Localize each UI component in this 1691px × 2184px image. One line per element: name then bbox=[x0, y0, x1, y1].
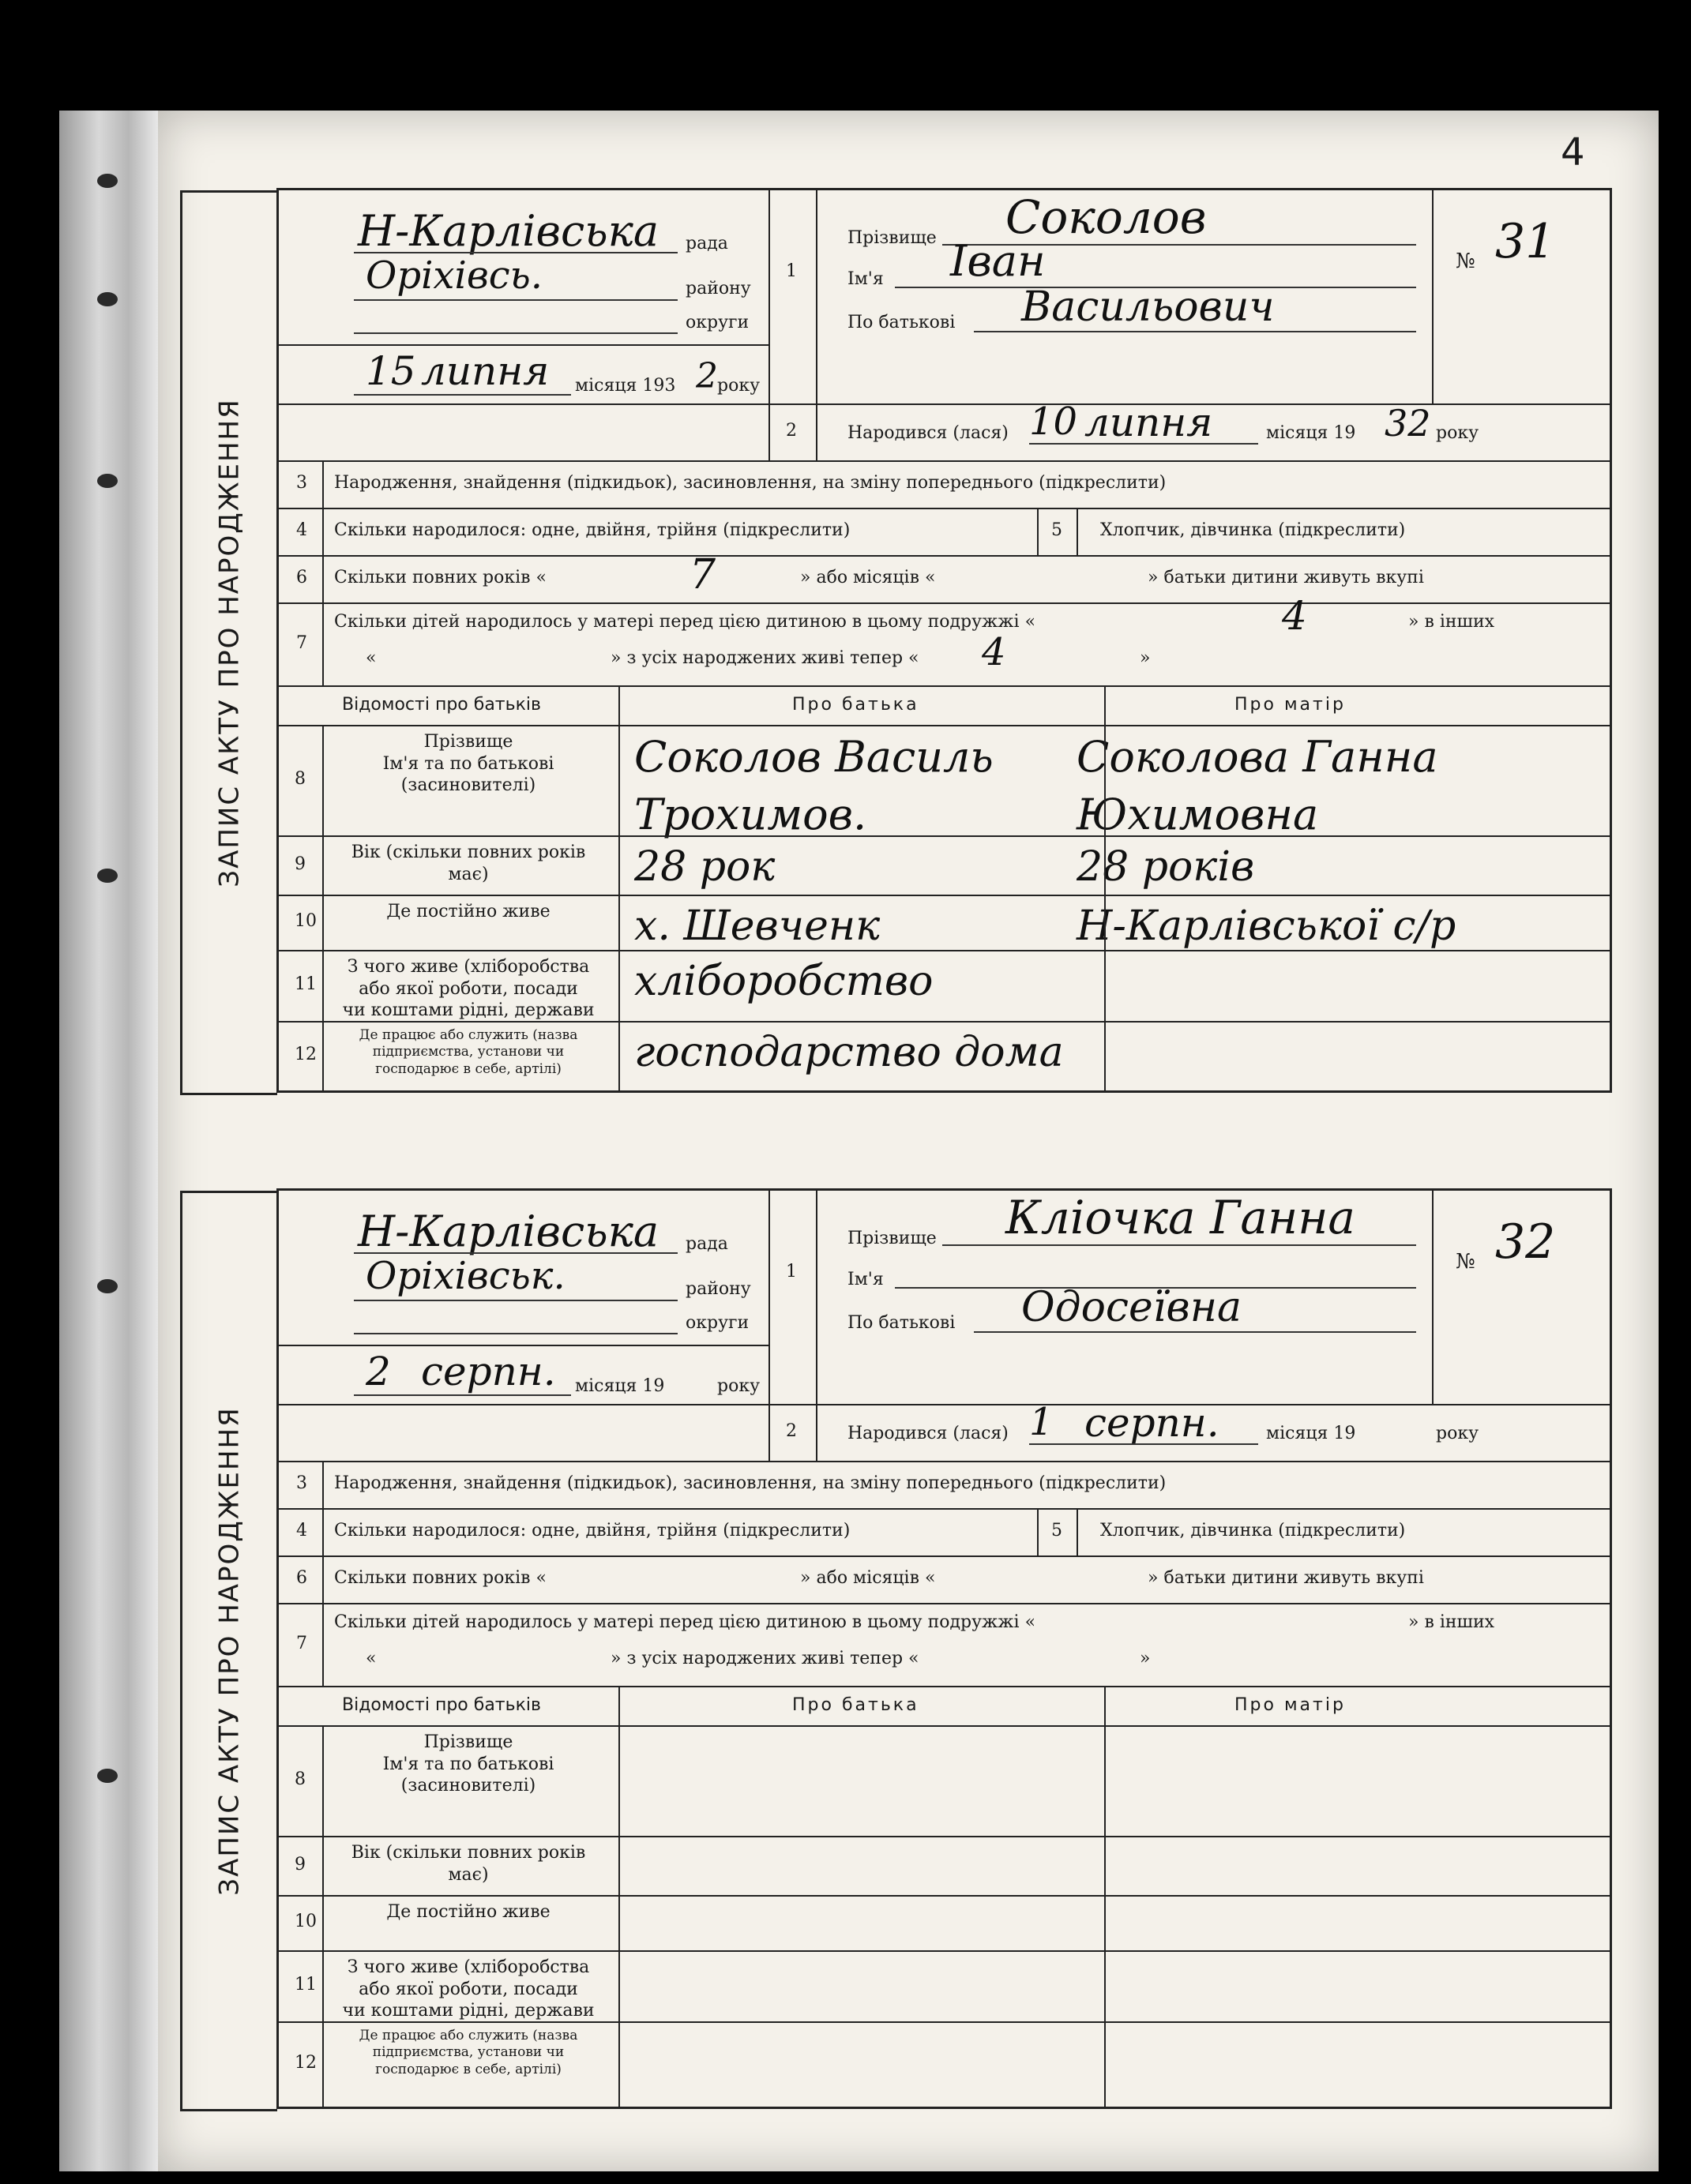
parents-row-label: Вік (скільки повних років має) bbox=[351, 842, 586, 884]
row6-text-c: » батьки дитини живуть вкупі bbox=[1148, 568, 1424, 587]
reg-date-line bbox=[354, 394, 571, 396]
patronymic-label: По батькові bbox=[847, 1313, 956, 1333]
row7-text-e: » bbox=[1140, 648, 1151, 668]
row6-value: 7 bbox=[690, 551, 716, 599]
parents-row-num: 8 bbox=[295, 1769, 306, 1789]
divider bbox=[279, 1021, 1610, 1023]
divider bbox=[279, 950, 1610, 951]
row5-text: Хлопчик, дівчинка (підкреслити) bbox=[1100, 1521, 1406, 1540]
parents-row-label: Де працює або служить (назва підприємства, установи чи господарює в себе, артілі) bbox=[359, 2028, 578, 2077]
born-month-value: серпн. bbox=[1084, 1400, 1219, 1446]
father-col-header: Про батька bbox=[792, 695, 919, 715]
record-number-label: № bbox=[1456, 250, 1475, 273]
divider bbox=[279, 555, 1610, 557]
divider bbox=[1037, 1508, 1039, 1555]
divider bbox=[618, 1686, 620, 2107]
row6-text-b: » або місяців « bbox=[800, 1568, 936, 1588]
parents-row-num: 9 bbox=[295, 1854, 306, 1874]
name-label: Ім'я bbox=[847, 269, 884, 289]
binding-hole bbox=[97, 474, 118, 488]
parents-row-num: 8 bbox=[295, 769, 306, 789]
divider bbox=[322, 602, 324, 685]
parents-row-num: 10 bbox=[295, 1912, 317, 1931]
record-number-value: 31 bbox=[1495, 214, 1556, 269]
field-2-num: 2 bbox=[786, 1421, 797, 1441]
divider bbox=[279, 460, 1610, 462]
divider bbox=[279, 1345, 768, 1346]
divider bbox=[279, 2021, 1610, 2023]
divider bbox=[279, 1686, 1610, 1687]
divider bbox=[279, 1836, 1610, 1837]
mother-col-header: Про матір bbox=[1234, 695, 1346, 715]
birth-record-2 bbox=[214, 1188, 1612, 2109]
divider bbox=[279, 1725, 1610, 1727]
row7-text-d: » з усіх народжених живі тепер « bbox=[611, 1649, 919, 1668]
row7-text-c: « bbox=[366, 1649, 377, 1668]
parents-row-label: Вік (скільки повних років має) bbox=[351, 1843, 586, 1885]
divider bbox=[1104, 1686, 1106, 2107]
rada-label: рада bbox=[686, 1234, 728, 1254]
divider bbox=[279, 1461, 1610, 1462]
reg-day-value: 2 bbox=[366, 1349, 391, 1394]
reg-month-value: липня bbox=[421, 348, 550, 394]
parents-row-label: Прізвище Ім'я та по батькові (засиновителі) bbox=[382, 1732, 554, 1796]
record-number-label: № bbox=[1456, 1250, 1475, 1274]
born-year-label: року bbox=[1436, 423, 1479, 443]
reg-year-label: року bbox=[717, 1376, 761, 1396]
born-month-label: місяця 19 bbox=[1266, 423, 1356, 443]
divider bbox=[279, 685, 1610, 687]
okruha-line bbox=[354, 332, 678, 334]
divider bbox=[322, 1508, 324, 1555]
parents-col1-header: Відомості про батьків bbox=[342, 1695, 541, 1715]
rayon-value: Оріхівськ. bbox=[366, 1254, 566, 1298]
divider bbox=[1077, 508, 1078, 555]
row6-text-c: » батьки дитини живуть вкупі bbox=[1148, 1568, 1424, 1588]
reg-day-value: 15 bbox=[366, 348, 416, 394]
row6-text-a: Скільки повних років « bbox=[334, 1568, 547, 1588]
side-title: ЗАПИС АКТУ ПРО НАРОДЖЕННЯ bbox=[214, 1406, 246, 1896]
binding-hole bbox=[97, 174, 118, 188]
reg-year-value: 2 bbox=[696, 356, 718, 396]
divider bbox=[279, 602, 1610, 604]
row6-text-a: Скільки повних років « bbox=[334, 568, 547, 587]
parents-row-label: Де працює або служить (назва підприємства, установи чи господарює в себе, артілі) bbox=[359, 1027, 578, 1077]
divider bbox=[279, 508, 1610, 509]
divider bbox=[768, 190, 770, 460]
born-day-value: 10 bbox=[1029, 400, 1078, 444]
patronymic-value: Васильович bbox=[1021, 283, 1275, 331]
okruha-line bbox=[354, 1333, 678, 1334]
row3-text: Народження, знайдення (підкидьок), засиновлення, на зміну попереднього (підкреслити) bbox=[334, 1473, 1167, 1493]
side-title: ЗАПИС АКТУ ПРО НАРОДЖЕННЯ bbox=[214, 398, 246, 887]
rada-label: рада bbox=[686, 234, 728, 253]
row7-text-e: » bbox=[1140, 1649, 1151, 1668]
binding-spine bbox=[59, 111, 158, 2171]
divider bbox=[279, 1950, 1610, 1952]
rayon-value: Оріхівсь. bbox=[366, 253, 543, 298]
row5-text: Хлопчик, дівчинка (підкреслити) bbox=[1100, 520, 1406, 540]
record-number-value: 32 bbox=[1495, 1214, 1556, 1270]
born-year-label: року bbox=[1436, 1424, 1479, 1443]
surname-value: Кліочка Ганна bbox=[1005, 1191, 1355, 1244]
divider bbox=[322, 508, 324, 555]
parents-row-num: 9 bbox=[295, 854, 306, 874]
row7-value-a: 4 bbox=[1282, 593, 1307, 639]
divider bbox=[322, 1555, 324, 1603]
parents-row-num: 11 bbox=[295, 974, 317, 994]
row7-text-d: » з усіх народжених живі тепер « bbox=[611, 648, 919, 668]
divider bbox=[322, 1725, 324, 2107]
field-1-num: 1 bbox=[786, 1262, 797, 1282]
divider bbox=[1077, 1508, 1078, 1555]
parents-row-label: Прізвище Ім'я та по батькові (засиновителі) bbox=[382, 732, 554, 795]
divider bbox=[768, 1191, 770, 1461]
row4-text: Скільки народилося: одне, двійня, трійня (підкреслити) bbox=[334, 1521, 851, 1540]
divider bbox=[1037, 508, 1039, 555]
name-label: Ім'я bbox=[847, 1270, 884, 1289]
binding-hole bbox=[97, 1279, 118, 1293]
parents-row-label: З чого живе (хліборобства або якої роботи, посади чи коштами рідні, держави bbox=[342, 1957, 595, 2021]
divider bbox=[322, 1603, 324, 1686]
row7-num: 7 bbox=[296, 632, 307, 653]
parents-row-label: З чого живе (хліборобства або якої роботи, посади чи коштами рідні, держави bbox=[342, 957, 595, 1020]
row7-text-b: » в інших bbox=[1408, 1612, 1495, 1632]
surname-line bbox=[942, 1244, 1416, 1246]
divider bbox=[279, 1895, 1610, 1897]
name-value: Іван bbox=[950, 236, 1046, 286]
surname-value: Соколов bbox=[1005, 190, 1207, 244]
born-month-value: липня bbox=[1084, 400, 1213, 445]
rada-value: Н-Карлівська bbox=[358, 206, 659, 256]
born-year-value: 32 bbox=[1385, 402, 1431, 445]
divider bbox=[816, 190, 817, 460]
mother-value: Соколова Ганна Юхимовна bbox=[1077, 732, 1438, 839]
father-value: 28 рок bbox=[634, 843, 776, 891]
row7-text-a: Скільки дітей народилось у матері перед цією дитиною в цьому подружжі « bbox=[334, 612, 1036, 632]
divider bbox=[322, 555, 324, 602]
row7-value-b: 4 bbox=[982, 630, 1006, 674]
parents-row-label: Де постійно живе bbox=[386, 902, 551, 921]
divider bbox=[816, 1191, 817, 1461]
patronymic-line bbox=[974, 1331, 1416, 1333]
binding-hole bbox=[97, 869, 118, 883]
divider bbox=[279, 725, 1610, 726]
rayon-label: району bbox=[686, 1279, 751, 1299]
born-label: Народився (лася) bbox=[847, 1424, 1009, 1443]
reg-date-line bbox=[354, 1394, 571, 1396]
born-day-value: 1 bbox=[1029, 1400, 1054, 1444]
okruha-label: округи bbox=[686, 313, 750, 332]
born-date-line bbox=[1029, 1443, 1258, 1445]
reg-year-label: року bbox=[717, 376, 761, 396]
row7-text-a: Скільки дітей народилось у матері перед цією дитиною в цьому подружжі « bbox=[334, 1612, 1036, 1632]
row6-text-b: » або місяців « bbox=[800, 568, 936, 587]
row4-num: 4 bbox=[296, 520, 307, 540]
parents-col1-header: Відомості про батьків bbox=[342, 695, 541, 715]
divider bbox=[322, 1461, 324, 1508]
born-date-line bbox=[1029, 443, 1258, 445]
page-number: 4 bbox=[1561, 130, 1585, 174]
parents-row-num: 12 bbox=[295, 1045, 317, 1064]
row3-num: 3 bbox=[296, 1473, 307, 1493]
rayon-line bbox=[354, 1300, 678, 1301]
row7-num: 7 bbox=[296, 1633, 307, 1653]
row6-num: 6 bbox=[296, 1568, 307, 1588]
surname-label: Прізвище bbox=[847, 1229, 937, 1248]
rayon-line bbox=[354, 299, 678, 301]
divider bbox=[279, 1404, 1610, 1405]
divider bbox=[618, 685, 620, 1090]
divider bbox=[279, 895, 1610, 896]
binding-hole bbox=[97, 1769, 118, 1783]
divider bbox=[279, 1508, 1610, 1510]
divider bbox=[322, 725, 324, 1090]
okruha-label: округи bbox=[686, 1313, 750, 1333]
parents-row-label: Де постійно живе bbox=[386, 1902, 551, 1922]
rayon-label: району bbox=[686, 279, 751, 298]
patronymic-line bbox=[974, 331, 1416, 332]
parents-row-num: 11 bbox=[295, 1975, 317, 1994]
row4-text: Скільки народилося: одне, двійня, трійня (підкреслити) bbox=[334, 520, 851, 540]
divider bbox=[1432, 190, 1434, 403]
father-value: господарство дома bbox=[634, 1029, 1064, 1076]
field-2-num: 2 bbox=[786, 421, 797, 441]
divider bbox=[279, 1555, 1610, 1557]
reg-month-label: місяця 193 bbox=[575, 376, 676, 396]
divider bbox=[279, 835, 1610, 837]
reg-month-label: місяця 19 bbox=[575, 1376, 665, 1396]
patronymic-label: По батькові bbox=[847, 313, 956, 332]
parents-row-num: 12 bbox=[295, 2053, 317, 2073]
birth-record-1 bbox=[214, 188, 1612, 1093]
row3-text: Народження, знайдення (підкидьок), засиновлення, на зміну попереднього (підкреслити) bbox=[334, 473, 1167, 493]
born-month-label: місяця 19 bbox=[1266, 1424, 1356, 1443]
divider bbox=[279, 1603, 1610, 1604]
row6-num: 6 bbox=[296, 568, 307, 587]
father-col-header: Про батька bbox=[792, 1695, 919, 1715]
parents-row-num: 10 bbox=[295, 911, 317, 931]
father-value: хліборобство bbox=[634, 958, 934, 1005]
mother-col-header: Про матір bbox=[1234, 1695, 1346, 1715]
surname-label: Прізвище bbox=[847, 228, 937, 248]
row5-num: 5 bbox=[1051, 1521, 1062, 1540]
side-title-box bbox=[180, 1191, 277, 2111]
row7-text-b: » в інших bbox=[1408, 612, 1495, 632]
reg-month-value: серпн. bbox=[421, 1349, 556, 1394]
row7-text-c: « bbox=[366, 648, 377, 668]
divider bbox=[1104, 685, 1106, 1090]
binding-hole bbox=[97, 292, 118, 306]
field-1-num: 1 bbox=[786, 261, 797, 281]
mother-value: Н-Карлівської с/р bbox=[1077, 902, 1456, 950]
rada-value: Н-Карлівська bbox=[358, 1206, 659, 1256]
divider bbox=[322, 460, 324, 508]
divider bbox=[279, 344, 768, 346]
patronymic-value: Одосеївна bbox=[1021, 1284, 1242, 1331]
born-label: Народився (лася) bbox=[847, 423, 1009, 443]
divider bbox=[1432, 1191, 1434, 1404]
mother-value: 28 років bbox=[1077, 843, 1255, 891]
side-title-box bbox=[180, 190, 277, 1095]
father-value: Соколов Василь Трохимов. bbox=[634, 732, 994, 839]
row3-num: 3 bbox=[296, 473, 307, 493]
row5-num: 5 bbox=[1051, 520, 1062, 540]
father-value: х. Шевченк bbox=[634, 902, 881, 950]
row4-num: 4 bbox=[296, 1521, 307, 1540]
